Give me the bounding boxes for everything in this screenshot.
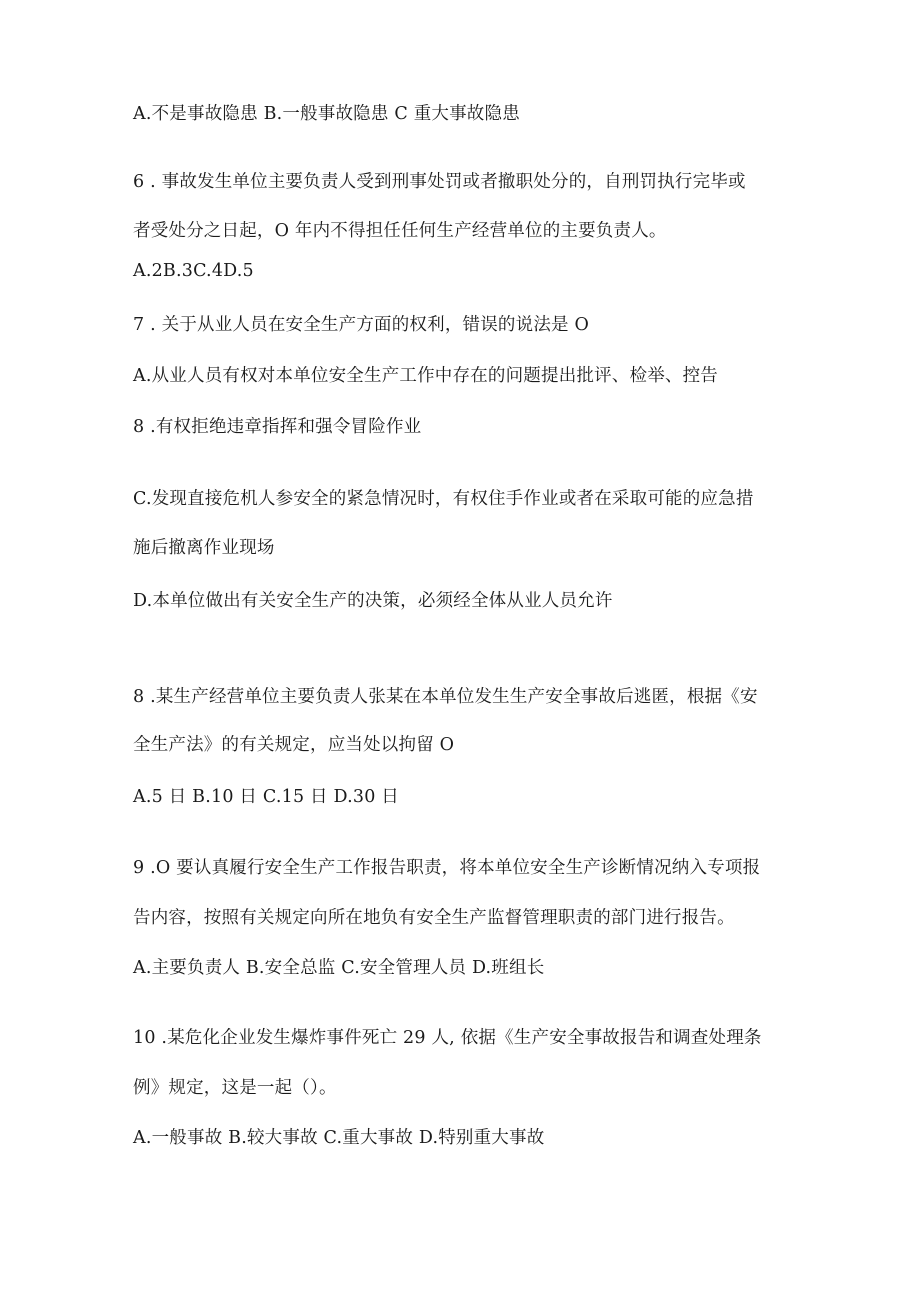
- question-8-line-2: 全生产法》的有关规定，应当处以拘留 O: [133, 735, 455, 755]
- question-6-line-1: 6 . 事故发生单位主要负责人受到刑事处罚或者撤职处分的，自刑罚执行完毕或: [133, 172, 746, 192]
- option-7b: 8 .有权拒绝违章指挥和强令冒险作业: [133, 417, 422, 437]
- answer-options-q8: A.5 日 B.10 日 C.15 日 D.30 日: [133, 787, 399, 807]
- question-9-line-1: 9 .O 要认真履行安全生产工作报告职责，将本单位安全生产诊断情况纳入专项报: [133, 858, 761, 878]
- question-10-line-2: 例》规定，这是一起（）。: [133, 1078, 337, 1098]
- question-7: 7 . 关于从业人员在安全生产方面的权利，错误的说法是 O: [133, 315, 590, 335]
- answer-options-q6: A.2B.3C.4D.5: [133, 261, 254, 281]
- option-7d: D.本单位做出有关安全生产的决策，必须经全体从业人员允许: [133, 591, 613, 611]
- question-6-line-2: 者受处分之日起，O 年内不得担任任何生产经营单位的主要负责人。: [133, 221, 667, 241]
- question-10-line-1: 10 .某危化企业发生爆炸事件死亡 29 人, 依据《生产安全事故报告和调查处理条: [133, 1028, 762, 1048]
- question-9-line-2: 告内容，按照有关规定向所在地负有安全生产监督管理职责的部门进行报告。: [133, 908, 735, 928]
- answer-options-q5: A.不是事故隐患 B.一般事故隐患 C 重大事故隐患: [133, 104, 520, 124]
- answer-options-q10: A.一般事故 B.较大事故 C.重大事故 D.特别重大事故: [133, 1128, 545, 1148]
- option-7c-line-2: 施后撤离作业现场: [133, 538, 275, 558]
- question-8-line-1: 8 .某生产经营单位主要负责人张某在本单位发生生产安全事故后逃匿，根据《安: [133, 687, 758, 707]
- option-7c-line-1: C.发现直接危机人参安全的紧急情况时，有权住手作业或者在采取可能的应急措: [133, 489, 754, 509]
- answer-options-q9: A.主要负责人 B.安全总监 C.安全管理人员 D.班组长: [133, 958, 545, 978]
- option-7a: A.从业人员有权对本单位安全生产工作中存在的问题提出批评、检举、控告: [133, 366, 718, 386]
